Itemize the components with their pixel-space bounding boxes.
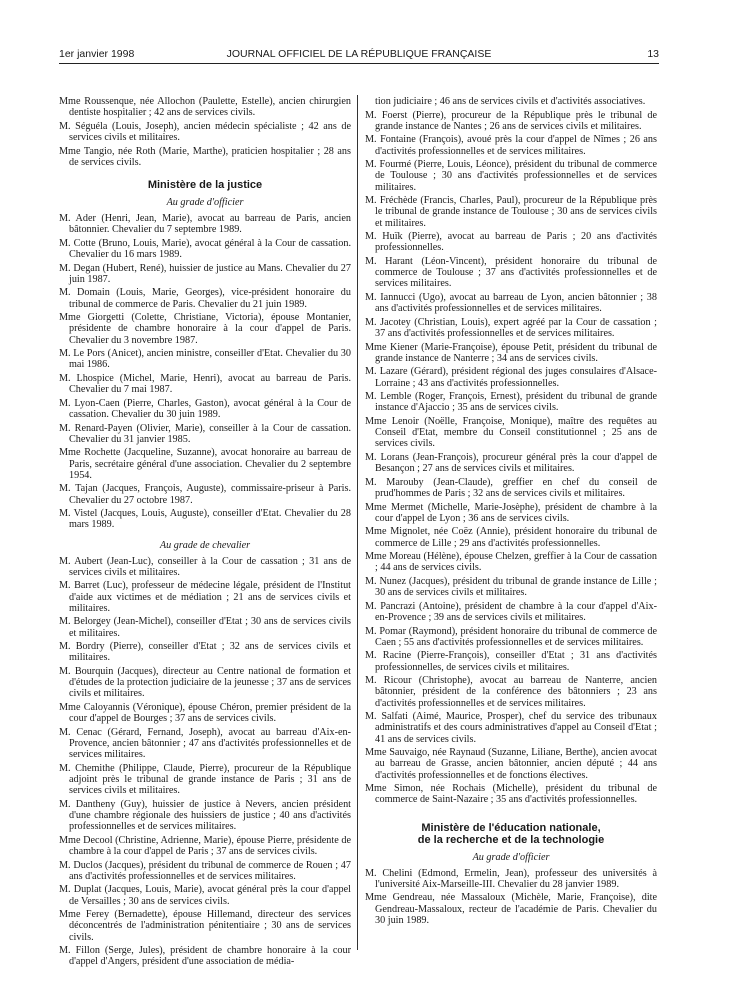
list-item: M. Degan (Hubert, René), huissier de justice au Mans. Chevalier du 27 juin 1987.	[59, 262, 351, 285]
list-item: M. Marouby (Jean-Claude), greffier en chef du conseil de prud'hommes de Paris ; 32 ans de services civils et militaires.	[365, 476, 657, 499]
list-item: M. Domain (Louis, Marie, Georges), vice-président honoraire du tribunal de commerce de Paris. Chevalier du 21 juin 1989.	[59, 287, 351, 310]
list-item: M. Huïk (Pierre), avocat au barreau de Paris ; 20 ans d'activités professionnelles.	[365, 231, 657, 254]
list-item: Mme Moreau (Hélène), épouse Chelzen, greffier à la Cour de cassation ; 44 ans de services civils.	[365, 551, 657, 574]
list-item: M. Iannucci (Ugo), avocat au barreau de Lyon, ancien bâtonnier ; 38 ans d'activités professionnelles et de services militaires.	[365, 291, 657, 315]
header-rule	[59, 63, 659, 64]
list-item: M. Chemithe (Philippe, Claude, Pierre), procureur de la République adjoint près le tribunal de grande instance de Paris ; 31 ans de services civils et militaires.	[59, 762, 351, 797]
left-column	[59, 96, 351, 970]
list-item: M. Renard-Payen (Olivier, Marie), conseiller à la Cour de cassation. Chevalier du 31 janvier 1985.	[59, 422, 351, 445]
list-item: M. Le Pors (Anicet), ancien ministre, conseiller d'Etat. Chevalier du 30 mai 1986.	[59, 348, 351, 371]
list-item: M. Nunez (Jacques), président du tribunal de grande instance de Lille ; 30 ans de services civils et militaires.	[365, 575, 657, 599]
list-item: Mme Decool (Christine, Adrienne, Marie), épouse Pierre, présidente de chambre à la cour d'appel de Paris ; 37 ans de services civils.	[59, 834, 351, 857]
list-item: Mme Gendreau, née Massaloux (Michèle, Marie, Françoise), dite Gendreau-Massaloux, recteur de l'académie de Paris. Chevalier du 30 juin 1989.	[365, 892, 657, 926]
list-item: M. Lemble (Roger, François, Ernest), président du tribunal de grande instance d'Ajaccio ; 35 ans de services civils.	[365, 391, 657, 414]
list-item: M. Cotte (Bruno, Louis, Marie), avocat général à la Cour de cassation. Chevalier du 16 mars 1989.	[59, 237, 351, 260]
list-item: M. Séguéla (Louis, Joseph), ancien médecin spécialiste ; 42 ans de services civils et militaires.	[59, 120, 351, 143]
list-item: M. Foerst (Pierre), procureur de la République près le tribunal de grande instance de Nantes ; 26 ans de services civils et militaires.	[365, 109, 657, 132]
list-item: M. Pomar (Raymond), président honoraire du tribunal de commerce de Caen ; 55 ans d'activités professionnelles et de services militaires.	[365, 625, 657, 648]
list-item: Mme Mermet (Michelle, Marie-Josèphe), président de chambre à la cour d'appel de Lyon ; 36 ans de services civils.	[365, 501, 657, 524]
list-item: Mme Giorgetti (Colette, Christiane, Victoria), épouse Montanier, présidente de chambre honoraire à la cour d'appel de Paris. Chevalier du 3 novembre 1987.	[59, 312, 351, 346]
list-item: M. Vistel (Jacques, Louis, Auguste), conseiller d'Etat. Chevalier du 28 mars 1989.	[59, 508, 351, 531]
list-item: M. Tajan (Jacques, François, Auguste), commissaire-priseur à Paris. Chevalier du 27 octobre 1987.	[59, 483, 351, 506]
section-heading: Ministère de la justice	[147, 179, 263, 191]
list-item: M. Ader (Henri, Jean, Marie), avocat au barreau de Paris, ancien bâtonnier. Chevalier du 7 septembre 1989.	[59, 213, 351, 236]
list-item: Mme Sauvaigo, née Raynaud (Suzanne, Liliane, Berthe), ancien avocat au barreau de Grasse, ancien bâtonnier, ancien député ; 44 ans d'activités professionnelles et de fonctions électives.	[365, 747, 657, 781]
list-item: M. Harant (Léon-Vincent), président honoraire du tribunal de commerce de Toulouse ; 37 ans d'activités professionnelles et de services militaires.	[365, 255, 657, 290]
list-item: M. Duclos (Jacques), président du tribunal de commerce de Rouen ; 47 ans d'activités professionnelles et de services militaires.	[59, 859, 351, 882]
list-item: Mme Rochette (Jacqueline, Suzanne), avocat honoraire au barreau de Paris, secrétaire général d'une association. Chevalier du 2 septembre 1954.	[59, 447, 351, 481]
list-item: tion judiciaire ; 46 ans de services civils et d'activités associatives.	[375, 96, 646, 107]
list-item: M. Lazare (Gérard), président régional des juges consulaires d'Alsace-Lorraine ; 43 ans d'activités professionnelles.	[365, 366, 657, 389]
list-item: Mme Tangio, née Roth (Marie, Marthe), praticien hospitalier ; 28 ans de services civils.	[59, 145, 351, 168]
list-item: M. Chelini (Edmond, Ermelin, Jean), professeur des universités à l'université Aix-Marseille-III. Chevalier du 28 janvier 1989.	[365, 867, 657, 890]
list-item: M. Barret (Luc), professeur de médecine légale, président de l'Institut d'aide aux victimes et de médiation ; 21 ans de services civils et militaires.	[59, 580, 351, 614]
list-item: M. Dantheny (Guy), huissier de justice à Nevers, ancien président d'une chambre régionale des huissiers de justice ; 40 ans d'activités professionnelles et de services militaires.	[59, 798, 351, 833]
section-heading-line: Ministère de l'éducation nationale,	[421, 821, 601, 834]
list-item: M. Lhospice (Michel, Marie, Henri), avocat au barreau de Paris. Chevalier du 7 mai 1987.	[59, 372, 351, 396]
header-title: JOURNAL OFFICIEL DE LA RÉPUBLIQUE FRANÇAISE	[226, 48, 492, 60]
list-item: M. Fourmé (Pierre, Louis, Léonce), président du tribunal de commerce de Toulouse ; 30 ans d'activités professionnelles et de services militaires.	[365, 159, 657, 193]
list-item: M. Jacotey (Christian, Louis), expert agréé par la Cour de cassation ; 37 ans d'activités professionnelles et de services militaires.	[365, 316, 657, 339]
list-item: M. Aubert (Jean-Luc), conseiller à la Cour de cassation ; 31 ans de services civils et militaires.	[59, 555, 351, 578]
list-item: Mme Caloyannis (Véronique), épouse Chéron, premier président de la cour d'appel de Bourges ; 37 ans de services civils.	[59, 701, 351, 725]
list-item: M. Bordry (Pierre), conseiller d'Etat ; 32 ans de services civils et militaires.	[59, 641, 351, 664]
list-item: Mme Kiener (Marie-Françoise), épouse Petit, président du tribunal de grande instance de Nanterre ; 34 ans de services civils.	[365, 341, 657, 364]
page-header	[59, 48, 659, 62]
list-item: M. Duplat (Jacques, Louis, Marie), avocat général près la cour d'appel de Versailles ; 30 ans de services civils.	[59, 884, 351, 907]
list-item: M. Ricour (Christophe), avocat au barreau de Nanterre, ancien bâtonnier, président de la conférence des bâtonniers ; 23 ans d'activités professionnelles et de services militaires.	[365, 675, 657, 709]
list-item: M. Belorgey (Jean-Michel), conseiller d'Etat ; 30 ans de services civils et militaires.	[59, 616, 351, 639]
column-divider	[357, 95, 358, 950]
list-item: Mme Ferey (Bernadette), épouse Hillemand, directeur des services déconcentrés de l'administration pénitentiaire ; 30 ans de services civils.	[59, 909, 351, 943]
section-heading	[365, 822, 657, 846]
list-item: M. Pancrazi (Antoine), président de chambre à la cour d'appel d'Aix-en-Provence ; 39 ans de services civils et militaires.	[365, 600, 657, 623]
grade-heading: Au grade de chevalier	[159, 539, 251, 551]
section-heading-line: de la recherche et de la technologie	[417, 833, 605, 846]
list-item: M. Racine (Pierre-François), conseiller d'Etat ; 31 ans d'activités professionnelles, de services civils et militaires.	[365, 650, 657, 673]
header-date: 1er janvier 1998	[59, 48, 135, 60]
list-item: M. Fillon (Serge, Jules), président de chambre honoraire à la cour d'appel d'Angers, président d'une association de média-	[59, 945, 351, 968]
list-item: M. Cenac (Gérard, Fernand, Joseph), avocat au barreau d'Aix-en-Provence, ancien bâtonnier ; 47 ans d'activités professionnelles et de services militaires.	[59, 726, 351, 761]
list-item: Mme Simon, née Rochais (Michelle), président du tribunal de commerce de Saint-Nazaire ; 35 ans d'activités professionnelles.	[365, 783, 657, 806]
list-item: M. Bourquin (Jacques), directeur au Centre national de formation et d'études de la protection judiciaire de la jeunesse ; 37 ans de services civils et militaires.	[59, 665, 351, 700]
right-column	[365, 96, 657, 928]
page-number: 13	[647, 48, 659, 60]
grade-heading: Au grade d'officier	[472, 851, 550, 863]
list-item: Mme Mignolet, née Coëz (Annie), président honoraire du tribunal de commerce de Lille ; 29 ans d'activités professionnelles.	[365, 526, 657, 549]
list-item: Mme Roussenque, née Allochon (Paulette, Estelle), ancien chirurgien dentiste hospitalier ; 42 ans de services civils.	[59, 96, 351, 119]
grade-heading: Au grade d'officier	[166, 197, 244, 208]
list-item: M. Lyon-Caen (Pierre, Charles, Gaston), avocat général à la Cour de cassation. Chevalier du 30 juin 1989.	[59, 397, 351, 420]
list-item: M. Lorans (Jean-François), procureur général près la cour d'appel de Besançon ; 27 ans de services civils et militaires.	[365, 451, 657, 475]
list-item: Mme Lenoir (Noëlle, Françoise, Monique), maître des requêtes au Conseil d'Etat, membre du Conseil constitutionnel ; 25 ans de services civils.	[365, 415, 657, 450]
list-item: M. Fontaine (François), avoué près la cour d'appel de Nîmes ; 26 ans d'activités professionnelles et de services militaires.	[365, 134, 657, 157]
list-item: M. Salfati (Aimé, Maurice, Prosper), chef du service des tribunaux administratifs et des cours administratives d'appel au Conseil d'Etat ; 41 ans de services civils.	[365, 711, 657, 745]
list-item: M. Fréchède (Francis, Charles, Paul), procureur de la République près le tribunal de grande instance de Toulouse ; 30 ans de services civils et militaires.	[365, 195, 657, 229]
